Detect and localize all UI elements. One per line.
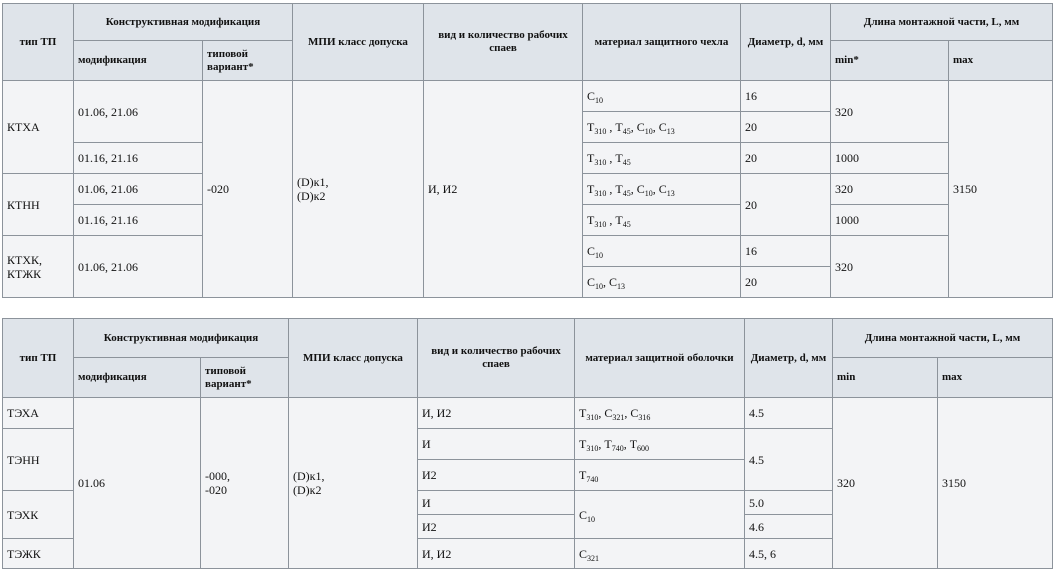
- type-cell: КТХА: [3, 81, 74, 174]
- header-max: max: [949, 41, 1053, 81]
- max-length-cell: 3150: [938, 398, 1053, 569]
- material-cell: $С_{10}$: [575, 491, 745, 539]
- header-diameter: Диаметр, d, мм: [741, 4, 831, 81]
- material-cell: $Т_{740}$: [575, 460, 745, 491]
- mpi-cell: (D)к1, (D)к2: [289, 398, 418, 569]
- diameter-cell: 4.5: [745, 429, 833, 491]
- min-length-cell: 320: [831, 81, 949, 143]
- modification-cell: 01.06, 21.06: [74, 174, 203, 205]
- diameter-cell: 5.0: [745, 491, 833, 515]
- header-variant: типовой вариант*: [203, 41, 293, 81]
- modification-cell: 01.16, 21.16: [74, 205, 203, 236]
- header-mpi: МПИ класс допуска: [289, 319, 418, 398]
- header-type: тип ТП: [3, 319, 74, 398]
- header-max: max: [938, 358, 1053, 398]
- header-junctions: вид и количество рабочих спаев: [424, 4, 583, 81]
- type-cell: КТХК, КТЖК: [3, 236, 74, 298]
- material-cell: $С_{10}$: [583, 236, 741, 267]
- header-material: материал защитного чехла: [583, 4, 741, 81]
- header-min: min*: [831, 41, 949, 81]
- junctions-cell: И: [418, 491, 575, 515]
- header-modification: модификация: [74, 358, 201, 398]
- header-type: тип ТП: [3, 4, 74, 81]
- material-cell: $Т_{310}$, $Т_{740}$, $Т_{600}$: [575, 429, 745, 460]
- material-cell: $С_{10}$, $С_{13}$: [583, 267, 741, 298]
- header-material: материал защитной оболочки: [575, 319, 745, 398]
- junctions-cell: И, И2: [418, 398, 575, 429]
- material-cell: $Т_{310}$, $С_{321}$, $С_{316}$: [575, 398, 745, 429]
- mpi-cell: (D)к1, (D)к2: [293, 81, 424, 298]
- diameter-cell: 20: [741, 174, 831, 236]
- diameter-cell: 4.5: [745, 398, 833, 429]
- type-cell: ТЭНН: [3, 429, 74, 491]
- min-length-cell: 1000: [831, 205, 949, 236]
- min-length-cell: 320: [831, 236, 949, 298]
- junctions-cell: И2: [418, 515, 575, 539]
- header-length: Длина монтажной части, L, мм: [831, 4, 1053, 41]
- modification-cell: 01.06, 21.06: [74, 236, 203, 298]
- material-cell: $Т_{310}$ , $Т_{45}$: [583, 143, 741, 174]
- type-cell: ТЭЖК: [3, 539, 74, 569]
- max-length-cell: 3150: [949, 81, 1053, 298]
- junctions-cell: И: [418, 429, 575, 460]
- diameter-cell: 4.6: [745, 515, 833, 539]
- diameter-cell: 4.5, 6: [745, 539, 833, 569]
- diameter-cell: 16: [741, 236, 831, 267]
- thermocouple-table-electrode: [2, 318, 1053, 569]
- header-constr-modification: Конструктивная модификация: [74, 4, 293, 41]
- diameter-cell: 20: [741, 112, 831, 143]
- type-cell: КТНН: [3, 174, 74, 236]
- thermocouple-table-cable: [2, 3, 1053, 298]
- junctions-cell: И, И2: [424, 81, 583, 298]
- header-modification: модификация: [74, 41, 203, 81]
- type-cell: ТЭХК: [3, 491, 74, 539]
- variant-cell: -000, -020: [201, 398, 289, 569]
- diameter-cell: 20: [741, 267, 831, 298]
- material-cell: $Т_{310}$ , $Т_{45}$, $С_{10}$, $С_{13}$: [583, 174, 741, 205]
- material-cell: $С_{10}$: [583, 81, 741, 112]
- variant-cell: -020: [203, 81, 293, 298]
- min-length-cell: 320: [833, 398, 938, 569]
- header-junctions: вид и количество рабочих спаев: [418, 319, 575, 398]
- header-variant: типовой вариант*: [201, 358, 289, 398]
- header-length: Длина монтажной части, L, мм: [833, 319, 1053, 358]
- header-diameter: Диаметр, d, мм: [745, 319, 833, 398]
- min-length-cell: 1000: [831, 143, 949, 174]
- diameter-cell: 16: [741, 81, 831, 112]
- junctions-cell: И2: [418, 460, 575, 491]
- min-length-cell: 320: [831, 174, 949, 205]
- modification-cell: 01.06, 21.06: [74, 81, 203, 143]
- header-constr-modification: Конструктивная модификация: [74, 319, 289, 358]
- junctions-cell: И, И2: [418, 539, 575, 569]
- modification-cell: 01.06: [74, 398, 201, 569]
- diameter-cell: 20: [741, 143, 831, 174]
- type-cell: ТЭХА: [3, 398, 74, 429]
- material-cell: $Т_{310}$ , $Т_{45}$: [583, 205, 741, 236]
- header-min: min: [833, 358, 938, 398]
- material-cell: $С_{321}$: [575, 539, 745, 569]
- header-mpi: МПИ класс допуска: [293, 4, 424, 81]
- modification-cell: 01.16, 21.16: [74, 143, 203, 174]
- material-cell: $Т_{310}$ , $Т_{45}$, $С_{10}$, $С_{13}$: [583, 112, 741, 143]
